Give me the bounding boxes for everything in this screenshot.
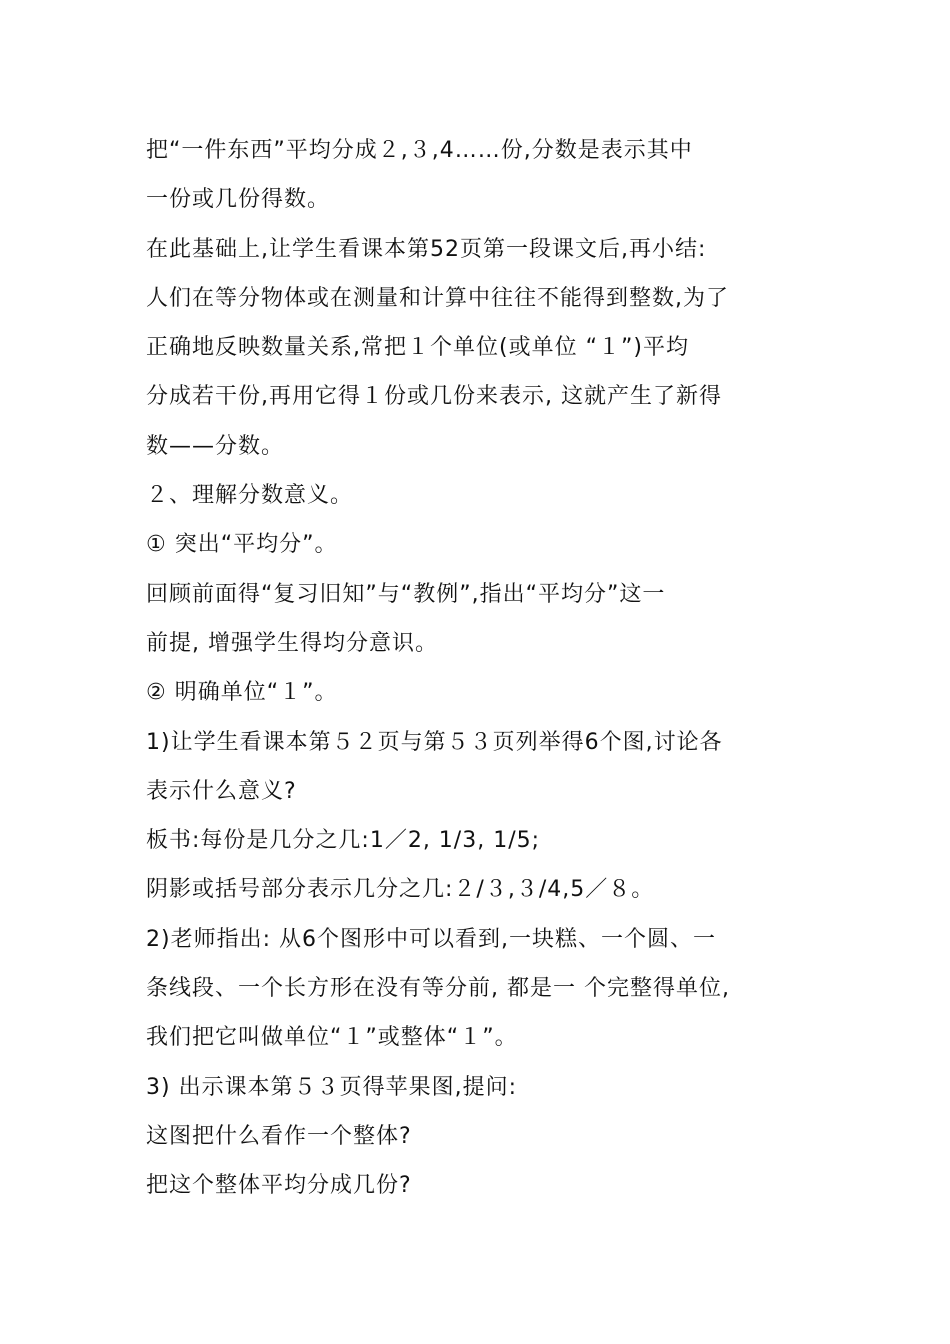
text-line: 前提, 增强学生得均分意识。 — [146, 630, 438, 656]
text-line: 人们在等分物体或在测量和计算中往往不能得到整数,为了 — [146, 285, 729, 311]
text-line: 我们把它叫做单位“１”或整体“１”。 — [146, 1025, 518, 1051]
text-line: 回顾前面得“复习旧知”与“教例”,指出“平均分”这一 — [146, 581, 666, 607]
subsection-heading: ① 突出“平均分”。 — [146, 532, 338, 558]
document-body — [146, 126, 826, 1211]
section-heading: ２、理解分数意义。 — [146, 483, 354, 509]
text-line: 把这个整体平均分成几份? — [146, 1173, 412, 1199]
text-line: 把“一件东西”平均分成２,３,4……份,分数是表示其中 — [146, 138, 693, 163]
text-line: 正确地反映数量关系,常把１个单位(或单位 “１”)平均 — [146, 335, 689, 361]
subsection-heading: ② 明确单位“１”。 — [146, 680, 338, 706]
text-line: 条线段、一个长方形在没有等分前, 都是一 个完整得单位, — [146, 976, 730, 1002]
text-line: 2)老师指出: 从6个图形中可以看到,一块糕、一个圆、一 — [146, 926, 716, 952]
text-line: 1)让学生看课本第５２页与第５３页列举得6个图,讨论各 — [146, 729, 723, 755]
text-line: 这图把什么看作一个整体? — [146, 1123, 412, 1149]
text-line: 3) 出示课本第５３页得苹果图,提问: — [146, 1074, 517, 1100]
text-line: 阴影或括号部分表示几分之几:２/３,３/4,5／８。 — [146, 877, 655, 903]
text-line: 板书:每份是几分之几:1／2, 1/3, 1/5; — [146, 828, 541, 854]
text-line: 数——分数。 — [146, 433, 285, 459]
text-line: 在此基础上,让学生看课本第52页第一段课文后,再小结: — [146, 236, 707, 262]
text-line: 分成若干份,再用它得１份或几份来表示, 这就产生了新得 — [146, 384, 722, 410]
text-line: 表示什么意义? — [146, 778, 297, 804]
text-line: 一份或几份得数。 — [146, 187, 331, 213]
